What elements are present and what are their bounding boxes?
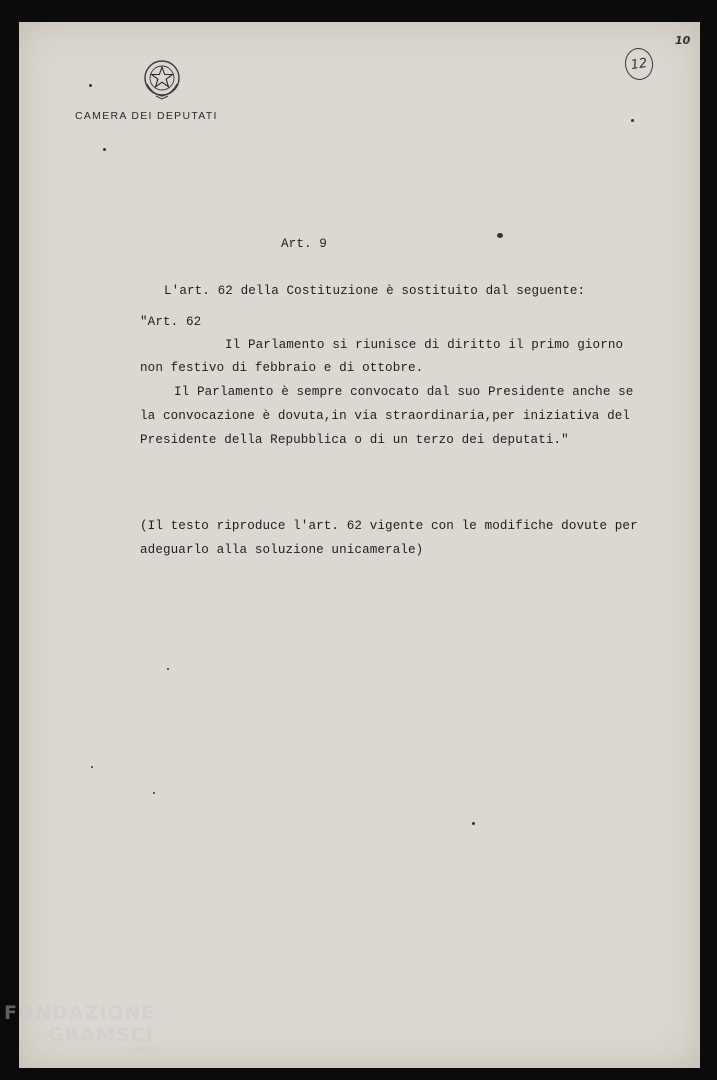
body-line: la convocazione è dovuta,in via straordinaria,per iniziativa del: [140, 409, 631, 423]
body-line: Presidente della Repubblica o di un terzo dei deputati.": [140, 433, 569, 447]
italian-republic-emblem-icon: [142, 58, 182, 100]
watermark-line-1: FONDAZIONE: [4, 1002, 156, 1024]
watermark-line-3: onlus: [132, 1045, 160, 1055]
body-line: Il Parlamento è sempre convocato dal suo Presidente anche se: [174, 385, 634, 399]
note-line: adeguarlo alla soluzione unicamerale): [140, 543, 424, 557]
body-line: Il Parlamento si riunisce di diritto il primo giorno: [225, 338, 624, 352]
paper-speck: [103, 148, 106, 151]
article-title: Art. 9: [281, 237, 327, 251]
page-mark: 10: [675, 34, 691, 47]
paper-speck: [91, 766, 93, 768]
lead-sentence: L'art. 62 della Costituzione è sostituito dal seguente:: [164, 284, 586, 298]
paper-speck: [472, 822, 475, 825]
quoted-article-heading: "Art. 62: [140, 315, 202, 329]
document-page: [19, 22, 700, 1068]
body-line: non festivo di febbraio e di ottobre.: [140, 361, 424, 375]
archive-watermark: [4, 1002, 159, 1054]
paper-speck: [89, 84, 92, 87]
paper-speck: [153, 792, 155, 794]
paper-speck: [497, 233, 503, 238]
paper-speck: [167, 668, 169, 670]
note-line: (Il testo riproduce l'art. 62 vigente con le modifiche dovute per: [140, 519, 638, 533]
paper-speck: [631, 119, 634, 122]
watermark-line-2: GRAMSCI: [48, 1024, 154, 1046]
institution-name: CAMERA DEI DEPUTATI: [75, 110, 218, 122]
page-number: 12: [623, 46, 655, 82]
